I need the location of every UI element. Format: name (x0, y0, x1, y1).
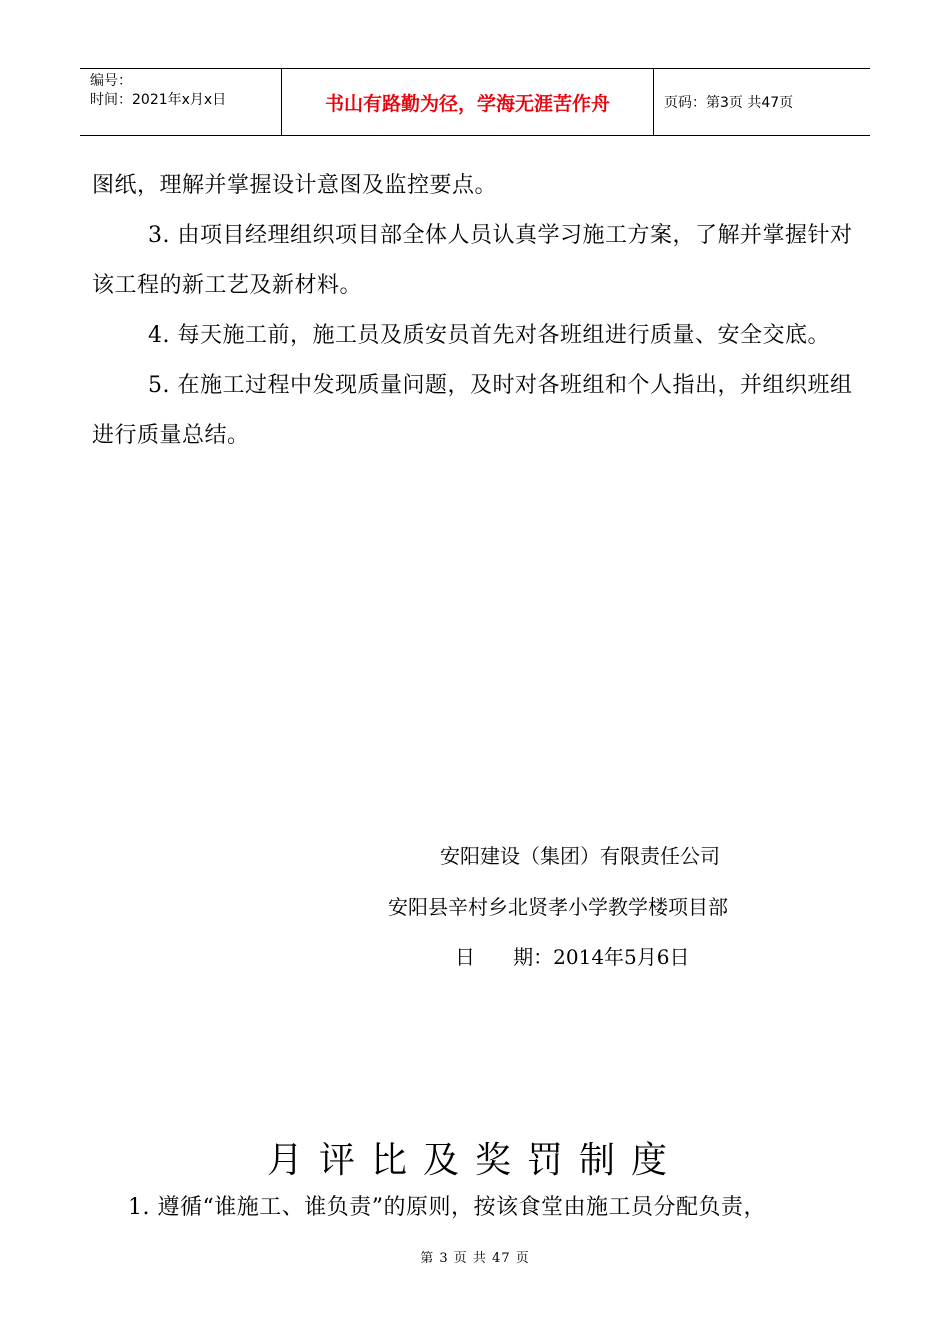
body-text (92, 161, 862, 461)
section-item-1: 1. 遵循“谁施工、谁负责”的原则，按该食堂由施工员分配负责， (128, 1195, 766, 1220)
signature-company: 安阳建设（集团）有限责任公司 (440, 844, 720, 868)
paragraph-continuation: 图纸，理解并掌握设计意图及监控要点。 (92, 173, 498, 198)
header-meta (80, 69, 282, 135)
page-footer: 第 3 页 共 47 页 (420, 1251, 530, 1266)
document-number: 编号： (90, 73, 132, 89)
signature-project: 安阳县辛村乡北贤孝小学教学楼项目部 (388, 895, 728, 919)
section-title: 月评比及奖罚制度 (266, 1140, 683, 1181)
header-page-number: 页码：第3页 共47页 (664, 95, 794, 111)
document-time: 时间：2021年x月x日 (90, 92, 227, 108)
header-motto: 书山有路勤为径，学海无涯苦作舟 (282, 69, 654, 135)
paragraph-item-3: 3. 由项目经理组织项目部全体人员认真学习施工方案，了解并掌握针对该工程的新工艺及新材料。 (92, 223, 853, 298)
paragraph-item-4: 4. 每天施工前，施工员及质安员首先对各班组进行质量、安全交底。 (148, 323, 830, 348)
page-header (80, 68, 870, 136)
paragraph-item-5: 5. 在施工过程中发现质量问题，及时对各班组和个人指出，并组织班组进行质量总结。 (92, 373, 853, 448)
signature-date: 日 期：2014年5月6日 (455, 945, 690, 969)
